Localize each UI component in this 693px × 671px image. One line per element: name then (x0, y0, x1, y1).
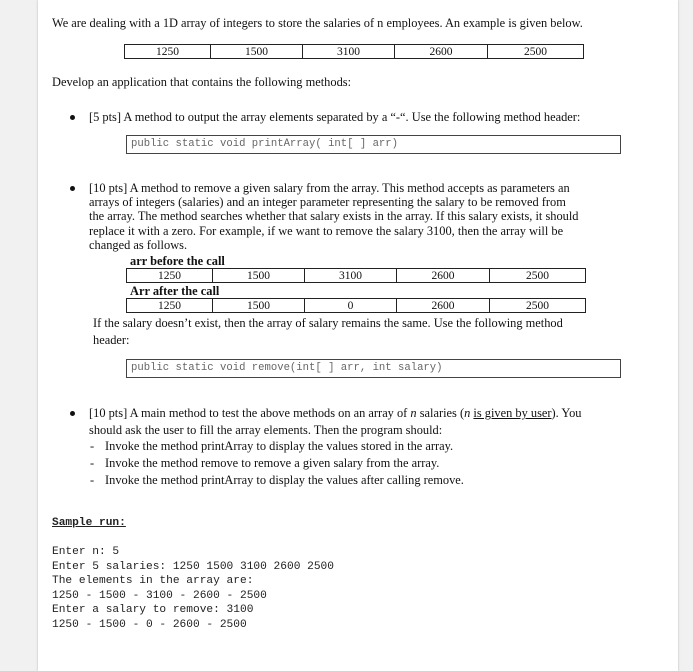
document-page (38, 0, 678, 671)
console-line: Enter a salary to remove: 3100 (52, 604, 254, 616)
console-line: Enter n: 5 (52, 546, 120, 558)
after-call-label: Arr after the call (130, 284, 220, 298)
intro-text: We are dealing with a 1D array of integers to store the salaries of n employees. An example is given below. (52, 16, 583, 30)
item1-text: [5 pts] A method to output the array elements separated by a “-“. Use the following method header: (89, 110, 581, 124)
dash-icon: - (90, 473, 95, 487)
array-cell: 1250 (125, 45, 211, 59)
item3-text: [10 pts] A main method to test the above methods on an array of (89, 406, 411, 420)
sample-run-title: Sample run: (52, 517, 126, 529)
item3-text: ). You (551, 406, 582, 420)
item3-italic-n: n (464, 406, 471, 420)
array-cell: 0 (305, 299, 397, 313)
item3-line1 (89, 406, 582, 420)
after-array-table (126, 298, 586, 313)
bullet-icon (70, 411, 75, 416)
item3-underlined-text: is given by user (473, 406, 552, 420)
array-cell: 1500 (211, 45, 303, 59)
example-array-row (125, 45, 584, 59)
before-call-label: arr before the call (130, 254, 225, 268)
array-cell: 2600 (395, 45, 488, 59)
array-cell: 1500 (213, 299, 305, 313)
array-cell: 2600 (397, 269, 490, 283)
array-cell: 3100 (303, 45, 395, 59)
item2-line: If the salary doesn’t exist, then the array of salary remains the same. Use the following method (93, 316, 563, 330)
console-line: 1250 - 1500 - 3100 - 2600 - 2500 (52, 589, 267, 602)
array-cell: 1250 (127, 299, 213, 313)
sub-item: Invoke the method remove to remove a given salary from the array. (105, 456, 440, 470)
remove-header-box: public static void remove(int[ ] arr, int salary) (126, 359, 621, 378)
example-array-table (124, 44, 584, 59)
print-array-header-box: public static void printArray( int[ ] arr) (126, 135, 621, 154)
sub-item: Invoke the method printArray to display the values stored in the array. (105, 439, 454, 453)
item3-line2: should ask the user to fill the array elements. Then the program should: (89, 423, 443, 437)
dash-icon: - (90, 456, 95, 470)
array-cell: 2500 (490, 299, 586, 313)
bullet-icon (70, 186, 75, 191)
item2-line: arrays of integers (salaries) and an integer parameter representing the salary to be removed from (89, 195, 566, 210)
array-cell: 1500 (213, 269, 305, 283)
array-cell: 2500 (490, 269, 586, 283)
array-cell: 2600 (397, 299, 490, 313)
item2-line: header: (93, 333, 130, 347)
dash-icon: - (90, 439, 95, 453)
before-array-row (127, 269, 586, 283)
before-array-table (126, 268, 586, 283)
array-cell: 3100 (305, 269, 397, 283)
item2-paragraph (89, 181, 664, 252)
console-line: 1250 - 1500 - 0 - 2600 - 2500 (52, 618, 247, 631)
item2-line: changed as follows. (89, 237, 188, 252)
item3-text: salaries ( (416, 406, 465, 420)
console-line: The elements in the array are: (52, 575, 254, 587)
after-array-row (127, 299, 586, 313)
item2-line: replace it with a zero. For example, if we want to remove the salary 3100, then the array will be (89, 223, 564, 238)
item2-line: the array. The method searches whether that salary exists in the array. If this salary exists, it should (89, 209, 579, 224)
develop-text: Develop an application that contains the following methods: (52, 75, 352, 89)
item2-line: [10 pts] A method to remove a given salary from the array. This method accepts as parameters an (89, 181, 570, 195)
item3-italic-n: n (410, 406, 417, 420)
console-line: Enter 5 salaries: 1250 1500 3100 2600 2500 (52, 560, 334, 573)
array-cell: 1250 (127, 269, 213, 283)
sub-item: Invoke the method printArray to display the values after calling remove. (105, 473, 464, 487)
array-cell: 2500 (488, 45, 584, 59)
bullet-icon (70, 115, 75, 120)
